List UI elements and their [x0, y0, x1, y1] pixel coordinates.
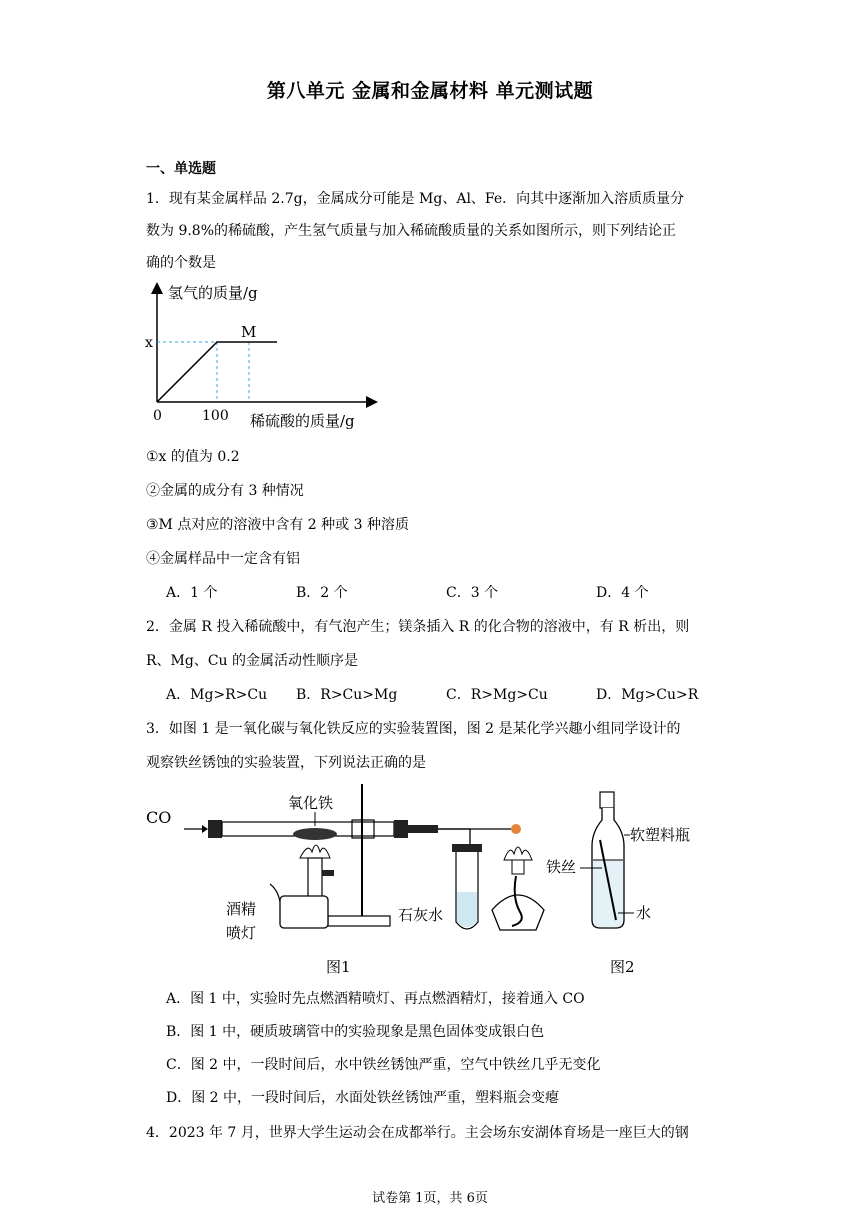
- co-burning-flame: [511, 824, 521, 834]
- lamp-label-line2: 喷灯: [226, 924, 257, 942]
- q1-text-line-1: 1．现有某金属样品 2.7g，金属成分可能是 Mg、Al、Fe．向其中逐渐加入溶质质量分: [146, 191, 685, 207]
- q3-option-b: B．图 1 中，硬质玻璃管中的实验现象是黑色固体变成银白色: [166, 1024, 545, 1040]
- iron-wire-label: 铁丝: [546, 858, 577, 876]
- y-tick-label: x: [145, 335, 153, 351]
- test-tube-stopper: [452, 844, 482, 852]
- y-axis-label: 氢气的质量/g: [168, 284, 258, 302]
- alcohol-lamp-flame: [504, 847, 532, 860]
- q3-option-c: C．图 2 中，一段时间后，水中铁丝锈蚀严重，空气中铁丝几乎无变化: [166, 1057, 601, 1073]
- point-m-label: M: [241, 323, 257, 341]
- q3-option-d: D．图 2 中，一段时间后，水面处铁丝锈蚀严重，塑料瓶会变瘪: [166, 1090, 560, 1106]
- origin-label: 0: [153, 408, 162, 424]
- q2-text-line-2: R、Mg、Cu 的金属活动性顺序是: [146, 653, 359, 669]
- limewater-label: 石灰水: [398, 906, 444, 924]
- q2-option-d: D．Mg>Cu>R: [596, 687, 699, 703]
- iron-oxide-powder: [293, 828, 337, 840]
- q1-statement-1: ①x 的值为 0.2: [146, 449, 240, 465]
- lamp-label-line1: 酒精: [226, 900, 257, 918]
- q1-statement-4: ④金属样品中一定含有铝: [146, 551, 300, 567]
- q1-option-c: C．3 个: [446, 585, 499, 601]
- q1-text-line-3: 确的个数是: [146, 255, 216, 271]
- page-title: 第八单元 金属和金属材料 单元测试题: [266, 80, 594, 102]
- burner-flame: [300, 845, 330, 858]
- q2-option-b: B．R>Cu>Mg: [296, 687, 398, 703]
- q1-statement-2: ②金属的成分有 3 种情况: [146, 483, 304, 499]
- q1-option-b: B．2 个: [296, 585, 348, 601]
- stopper-left: [208, 820, 222, 838]
- lamp-tube: [308, 858, 322, 898]
- q2-option-a: A．Mg>R>Cu: [166, 687, 268, 703]
- q1-text-line-2: 数为 9.8%的稀硫酸，产生氢气质量与加入稀硫酸质量的关系如图所示，则下列结论正: [146, 223, 677, 239]
- co-label: CO: [146, 808, 172, 827]
- figure-2-caption: 图2: [610, 958, 635, 976]
- bottle-label: 软塑料瓶: [630, 826, 691, 844]
- q1-option-d: D．4 个: [596, 585, 649, 601]
- x-tick-label: 100: [202, 408, 229, 424]
- bottle-cap: [600, 792, 614, 808]
- figure-1-caption: 图1: [326, 958, 351, 976]
- alcohol-lamp-body: [492, 895, 544, 930]
- rubber-connector: [408, 825, 438, 833]
- q3-option-a: A．图 1 中，实验时先点燃酒精喷灯、再点燃酒精灯，接着通入 CO: [166, 991, 585, 1007]
- q3-text-line-2: 观察铁丝锈蚀的实验装置，下列说法正确的是: [146, 755, 426, 771]
- lamp-knob: [322, 870, 334, 876]
- hydrogen-mass-chart: [140, 280, 380, 440]
- page-footer: 试卷第 1页，共 6页: [372, 1191, 488, 1206]
- q1-option-a: A．1 个: [166, 585, 218, 601]
- iron-oxide-label: 氧化铁: [288, 794, 334, 812]
- q1-statement-3: ③M 点对应的溶液中含有 2 种或 3 种溶质: [146, 517, 409, 533]
- q4-text-line-1: 4．2023 年 7 月，世界大学生运动会在成都举行。主会场东安湖体育场是一座巨大的钢: [146, 1125, 689, 1141]
- stand-base: [328, 916, 390, 926]
- q2-option-c: C．R>Mg>Cu: [446, 687, 548, 703]
- q2-text-line-1: 2．金属 R 投入稀硫酸中，有气泡产生；镁条插入 R 的化合物的溶液中，有 R 析出，则: [146, 619, 690, 635]
- stopper-right: [394, 820, 408, 838]
- water-label: 水: [636, 904, 652, 922]
- blast-lamp-body: [280, 896, 328, 928]
- q3-text-line-1: 3．如图 1 是一氧化碳与氧化铁反应的实验装置图，图 2 是某化学兴趣小组同学设计的: [146, 721, 681, 737]
- x-axis-label: 稀硫酸的质量/g: [250, 412, 355, 430]
- section-heading: 一、单选题: [146, 161, 216, 177]
- experiment-apparatus-figure: [140, 780, 720, 980]
